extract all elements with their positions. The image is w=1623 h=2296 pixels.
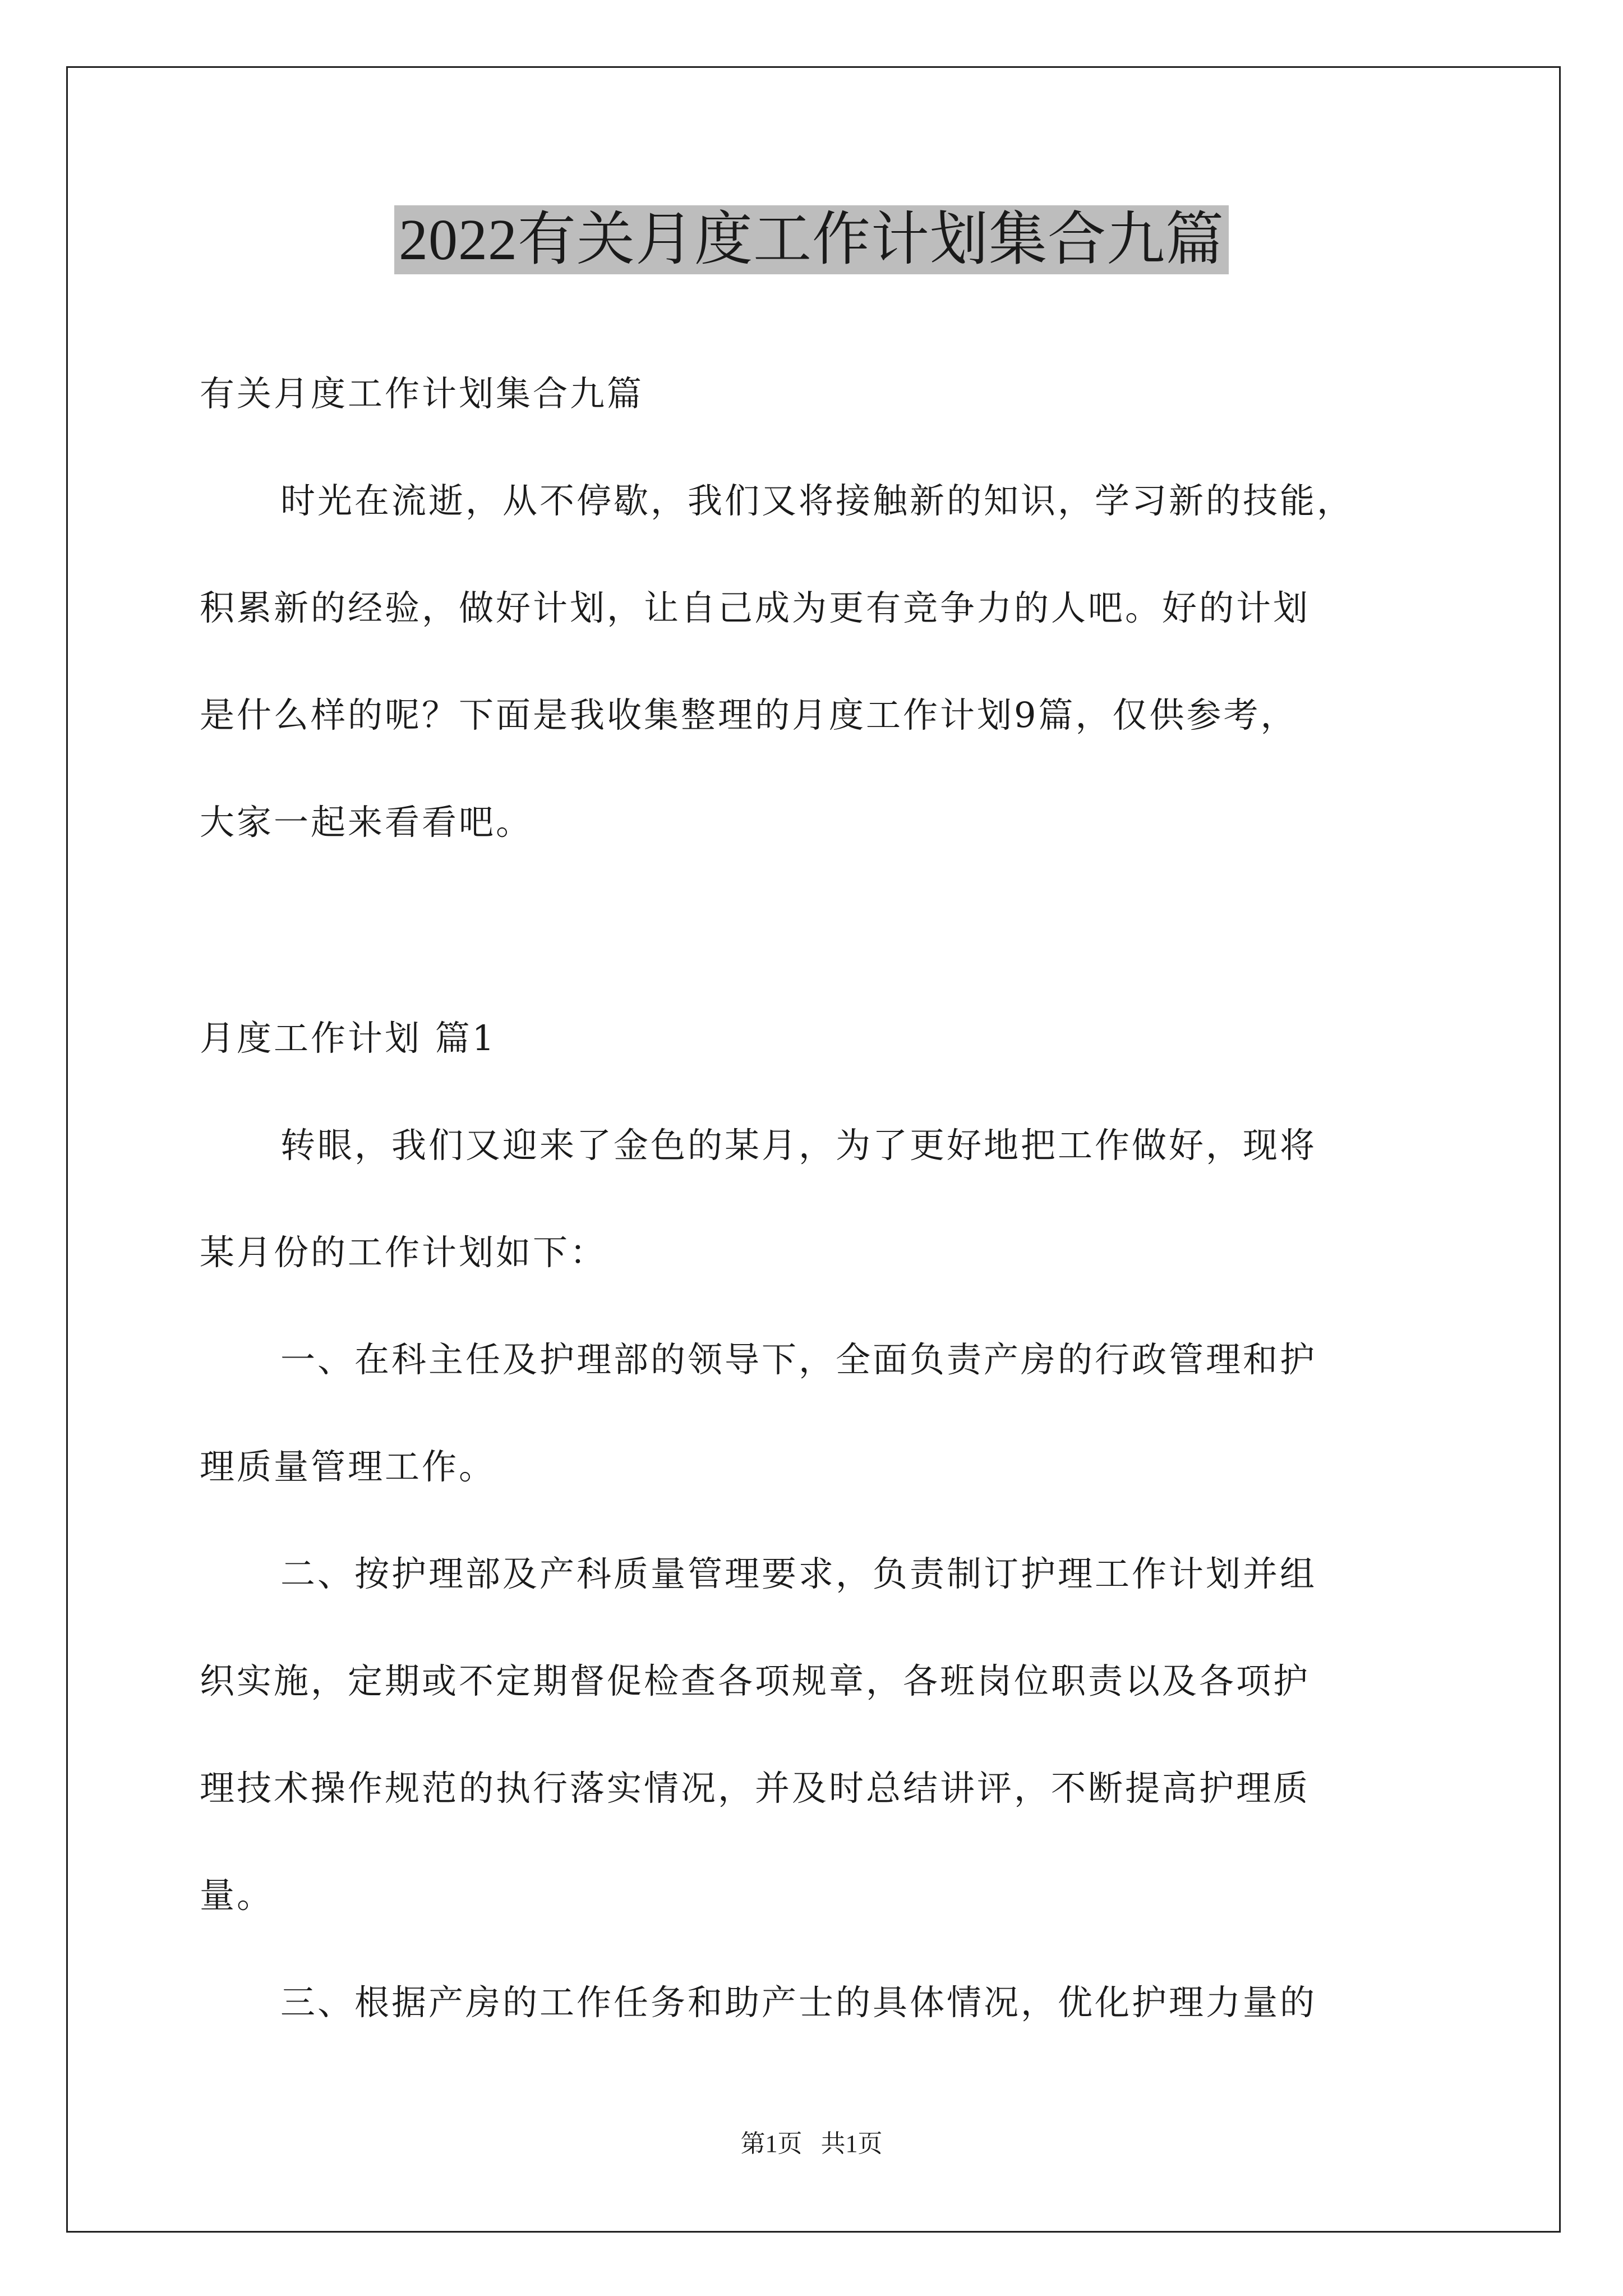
body-paragraph: 三、根据产房的工作任务和助产士的具体情况，优化护理力量的 [280,1982,1317,2023]
body-paragraph: 二、按护理部及产科质量管理要求，负责制订护理工作计划并组 织实施，定期或不定期督促检查各项规章，各班岗位职责以及各项护 理技术操作规范的执行落实情况，并及时总结讲评，不断提高护理质 量。 [200,1553,1317,1916]
page-number-footer: 第1页 共1页 [740,2130,883,2157]
section-heading: 月度工作计划 篇1 [200,1018,497,1059]
document-body [200,340,1461,2056]
intro-heading: 有关月度工作计划集合九篇 [200,373,644,414]
body-paragraph: 一、在科主任及护理部的领导下，全面负责产房的行政管理和护 理质量管理工作。 [200,1339,1317,1487]
document-title [0,201,1623,279]
body-paragraph: 转眼，我们又迎来了金色的某月，为了更好地把工作做好，现将 某月份的工作计划如下： [200,1125,1317,1273]
section-spacer [200,876,1461,984]
intro-paragraph: 时光在流逝，从不停歇，我们又将接触新的知识，学习新的技能， 积累新的经验，做好计划，让自己成为更有竞争力的人吧。好的计划 是什么样的呢？下面是我收集整理的月度工作计划9篇，仅供参考， 大家一起来看看吧。 [200,480,1354,843]
document-title-text: 2022有关月度工作计划集合九篇 [394,205,1229,274]
